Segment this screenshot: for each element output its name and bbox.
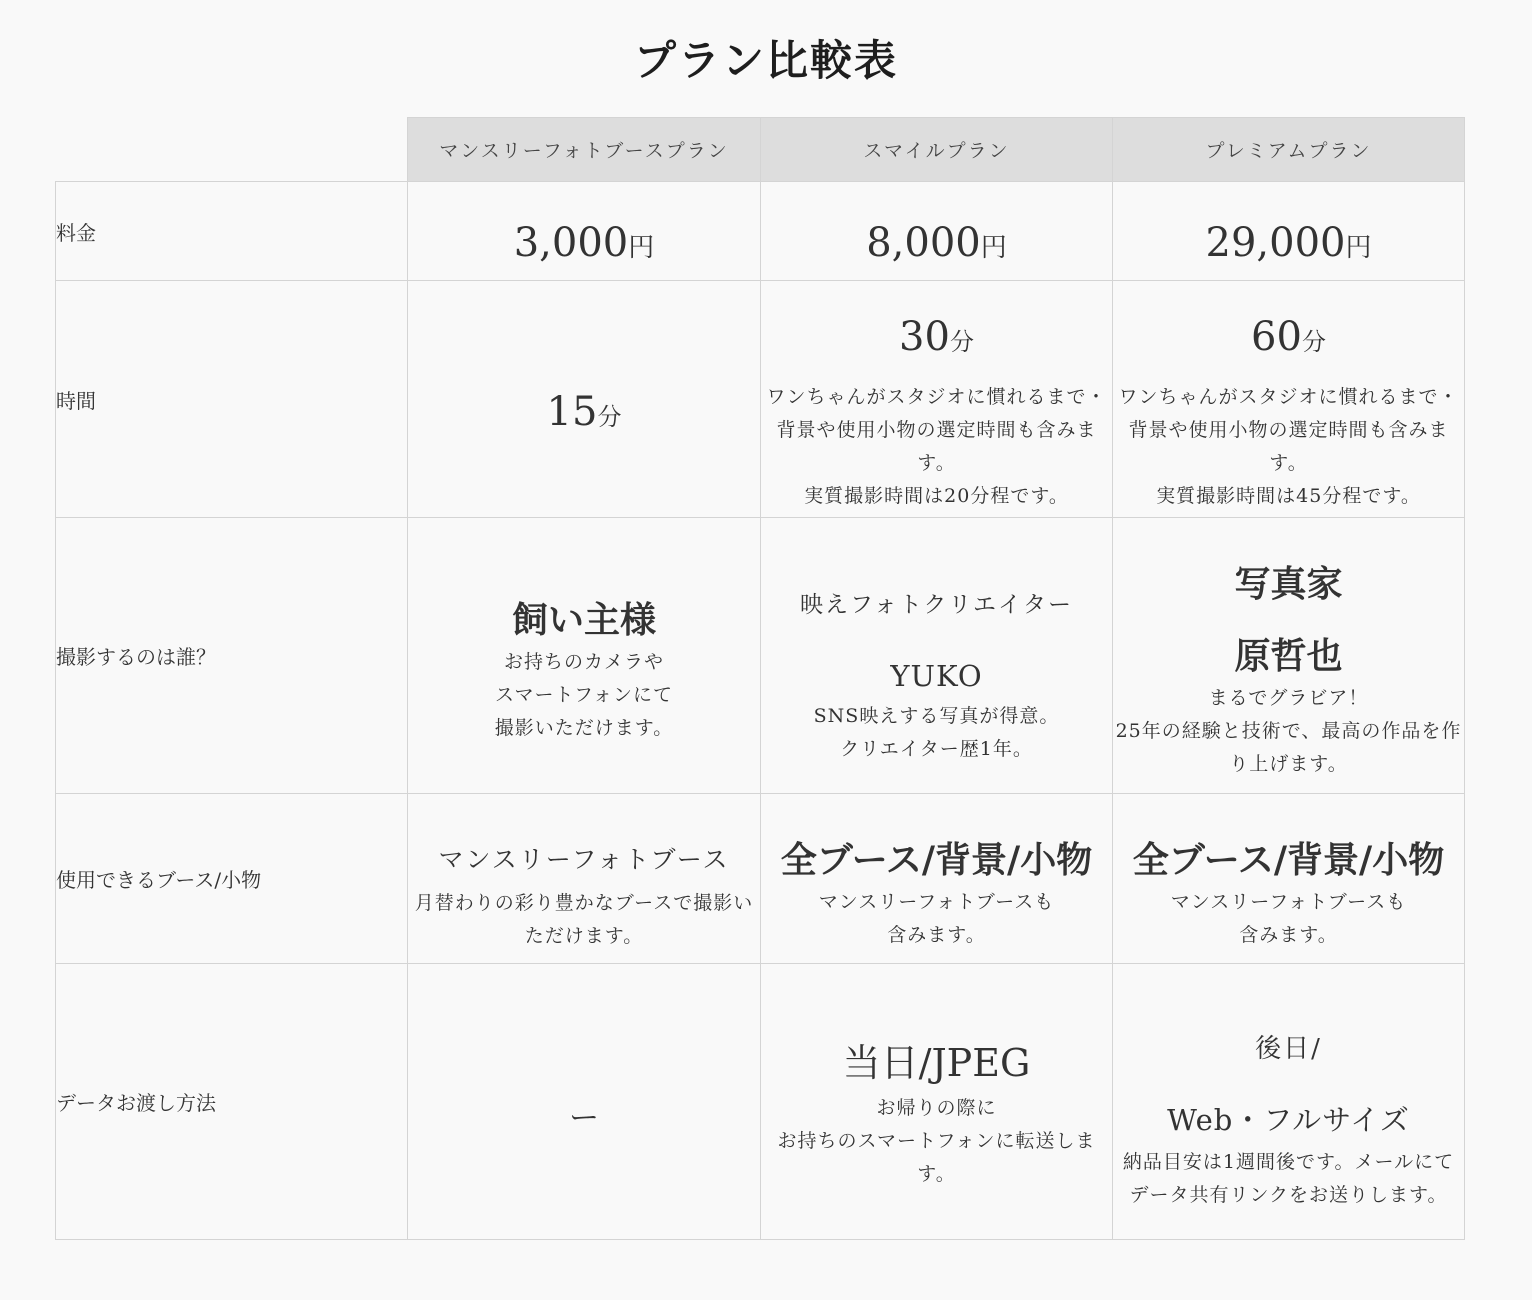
booth-title: 全ブース/背景/小物 (1132, 839, 1445, 881)
who-smile (761, 518, 1113, 794)
who-premium (1113, 518, 1465, 794)
who-title: 飼い主様 (511, 599, 656, 641)
who-name: 原哲也 (1234, 635, 1343, 677)
header-blank-cell (56, 118, 408, 182)
delivery-premium (1113, 964, 1465, 1240)
page-title: プラン比較表 (633, 36, 898, 85)
time-note-actual: 実質撮影時間は45分程です。 (1156, 485, 1421, 507)
booth-monthly (408, 794, 761, 964)
table-row-who (56, 518, 1465, 794)
time-note: ワンちゃんがスタジオに慣れるまで・背景や使用小物の選定時間も含みます。 (1118, 386, 1459, 474)
time-smile (761, 281, 1113, 518)
time-note: ワンちゃんがスタジオに慣れるまで・背景や使用小物の選定時間も含みます。 (766, 386, 1107, 474)
price-unit: 円 (628, 233, 655, 263)
price-premium (1113, 182, 1465, 281)
time-value: 30 (899, 314, 950, 360)
price-value: 8,000 (866, 220, 981, 266)
time-note-actual: 実質撮影時間は20分程です。 (804, 485, 1069, 507)
booth-premium (1113, 794, 1465, 964)
time-value: 15 (546, 389, 598, 435)
time-unit: 分 (1301, 328, 1326, 356)
price-unit: 円 (1345, 233, 1372, 263)
booth-line: 含みます。 (1239, 924, 1338, 946)
who-name: YUKO (890, 658, 983, 693)
delivery-subtitle: Web・フルサイズ (1167, 1102, 1410, 1137)
who-line: SNS映えする写真が得意。 (813, 704, 1060, 727)
booth-smile (761, 794, 1113, 964)
row-label-booth: 使用できるブース/小物 (56, 794, 408, 964)
row-label-time: 時間 (56, 281, 408, 518)
who-line: クリエイター歴1年。 (840, 737, 1033, 760)
who-line: 25年の経験と技術で、最高の作品を作り上げます。 (1115, 720, 1462, 775)
plan-comparison-table (55, 117, 1465, 1240)
who-monthly (408, 518, 761, 794)
price-monthly (408, 182, 761, 281)
who-line: まるでグラビア！ (1208, 687, 1369, 709)
plan-header-premium: プレミアムプラン (1113, 118, 1465, 182)
delivery-line: お帰りの際に (876, 1097, 997, 1119)
time-premium (1113, 281, 1465, 518)
time-value: 60 (1251, 314, 1302, 360)
booth-title: 全ブース/背景/小物 (780, 839, 1093, 881)
plan-header-monthly: マンスリーフォトブースプラン (408, 118, 761, 182)
price-value: 3,000 (513, 220, 629, 266)
table-row-booth (56, 794, 1465, 964)
table-row-price (56, 182, 1465, 281)
delivery-title: 後日/ (1255, 1033, 1322, 1064)
delivery-line: お持ちのスマートフォンに転送します。 (777, 1130, 1096, 1185)
booth-line: マンスリーフォトブースも (1170, 891, 1407, 913)
table-row-delivery (56, 964, 1465, 1240)
row-label-who: 撮影するのは誰？ (56, 518, 408, 794)
time-monthly (408, 281, 761, 518)
delivery-monthly (408, 964, 761, 1240)
delivery-none: ー (569, 1100, 599, 1136)
time-unit: 分 (597, 403, 622, 431)
delivery-note: 納品目安は1週間後です。メールにてデータ共有リンクをお送りします。 (1122, 1150, 1455, 1206)
plan-header-smile: スマイルプラン (761, 118, 1113, 182)
booth-title: マンスリーフォトブース (438, 845, 730, 874)
who-line: 撮影いただけます。 (494, 717, 674, 739)
who-line: スマートフォンにて (494, 684, 674, 706)
booth-line: マンスリーフォトブースも (818, 891, 1055, 913)
delivery-title: 当日/JPEG (842, 1041, 1031, 1085)
booth-note: 月替わりの彩り豊かなブースで撮影いただけます。 (414, 892, 754, 947)
who-role: 映えフォトクリエイター (800, 591, 1073, 618)
row-label-price: 料金 (56, 182, 408, 281)
booth-line: 含みます。 (887, 924, 986, 946)
price-value: 29,000 (1205, 220, 1346, 266)
price-unit: 円 (980, 233, 1007, 263)
who-line: お持ちのカメラや (503, 651, 664, 673)
table-row-time (56, 281, 1465, 518)
delivery-smile (761, 964, 1113, 1240)
price-smile (761, 182, 1113, 281)
table-header-row (56, 118, 1465, 182)
row-label-delivery: データお渡し方法 (56, 964, 408, 1240)
who-role: 写真家 (1234, 563, 1343, 605)
time-unit: 分 (949, 328, 974, 356)
